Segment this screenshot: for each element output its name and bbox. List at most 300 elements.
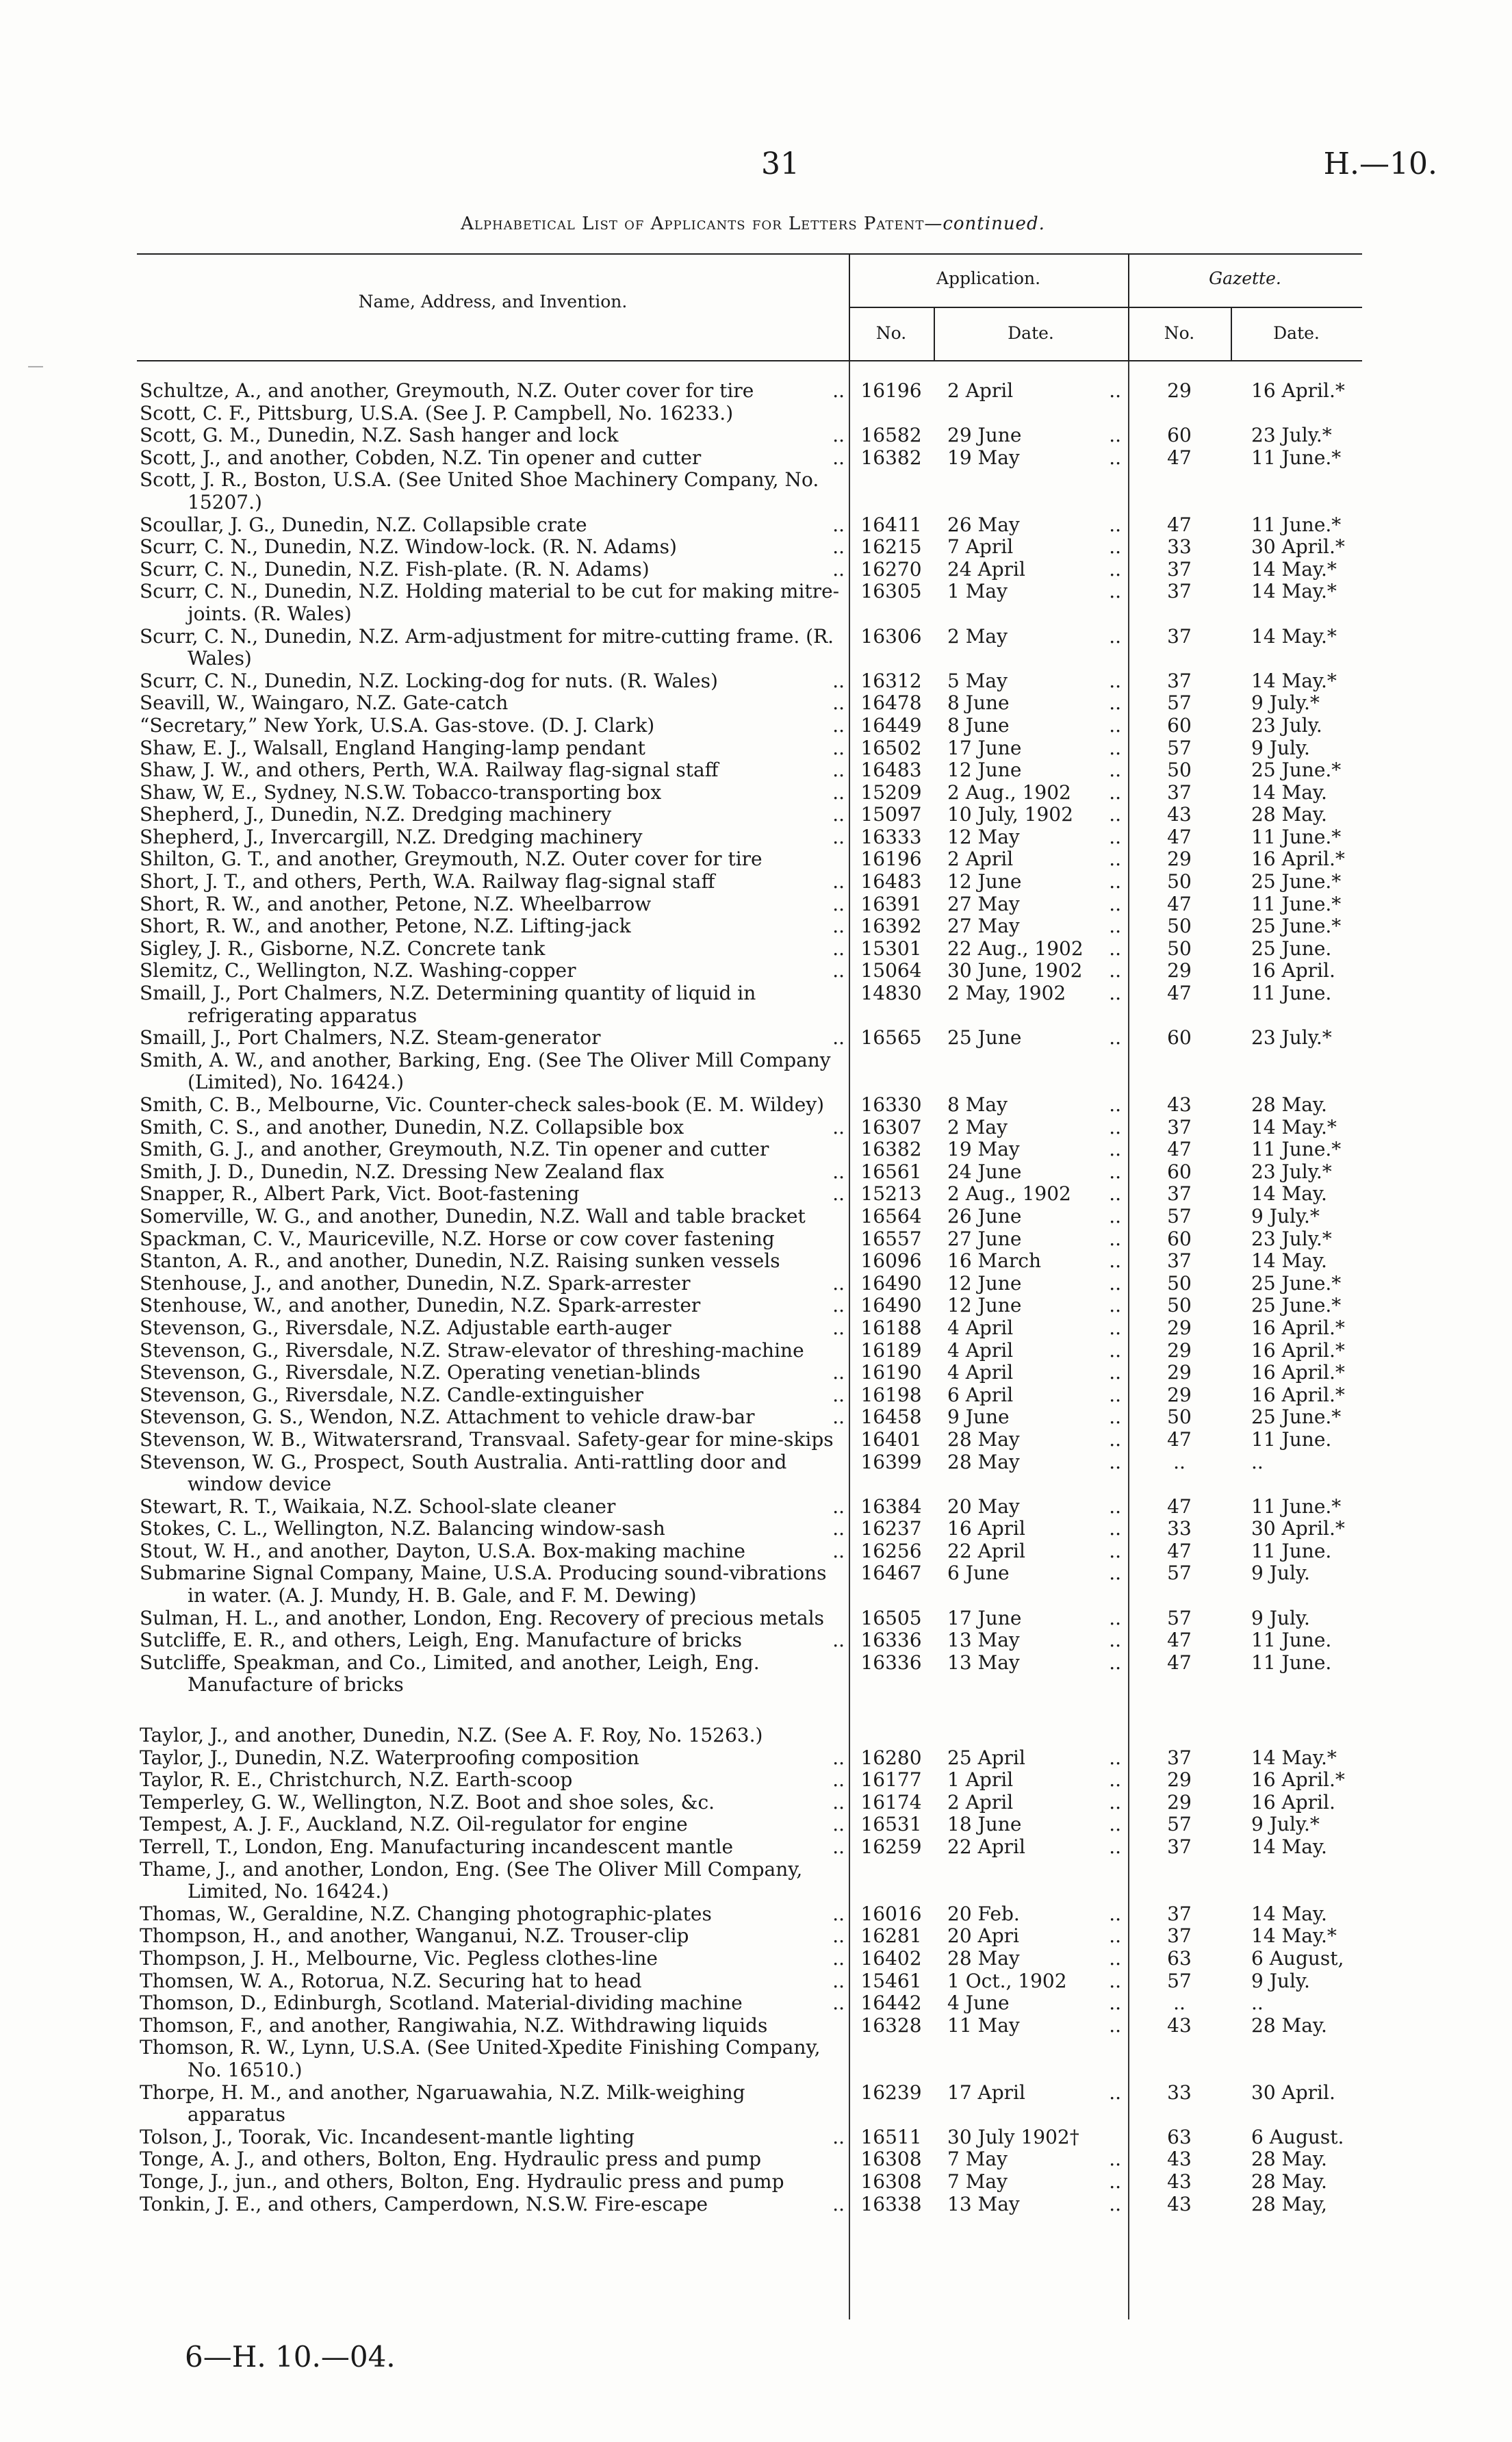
gazette-number: 57 [1167, 736, 1192, 759]
leader-dots: .. [1109, 1992, 1121, 2015]
application-date: 5 May [947, 669, 1008, 692]
applicant-text: Thomson, R. W., Lynn, U.S.A. (See United-Xpedite Finishing Company, No. 16510.) [140, 2037, 821, 2081]
leader-dots: .. [1109, 1562, 1121, 1585]
gazette-number: 43 [1167, 1093, 1192, 1116]
application-date: 17 April [947, 2081, 1025, 2104]
applicant-text: Scurr, C. N., Dunedin, N.Z. Locking-dog for nuts. (R. Wales) [140, 670, 718, 692]
leader-dots: .. [832, 1518, 845, 1540]
application-date-cell [934, 982, 1128, 1005]
applicant-cell [137, 737, 849, 760]
gazette-number: 29 [1167, 379, 1192, 402]
applicant-text: Stevenson, G. S., Wendon, N.Z. Attachment to vehicle draw-bar [140, 1406, 755, 1429]
gazette-number: 29 [1167, 1768, 1192, 1792]
applicant-cell [137, 1362, 849, 1384]
gazette-date: 9 July.* [1251, 1813, 1320, 1836]
applicant-cell [137, 1429, 849, 1451]
leader-dots: .. [832, 1183, 845, 1206]
leader-dots: .. [832, 1540, 845, 1562]
application-number: 16442 [860, 1992, 922, 2015]
col-gazette-header: Gazette. [1209, 268, 1281, 288]
application-date: 2 May [947, 1115, 1008, 1139]
gazette-date: 14 May.* [1251, 557, 1337, 581]
applicant-text: Scurr, C. N., Dunedin, N.Z. Holding material to be cut for making mitre-joints. (R. Wales) [140, 581, 840, 625]
application-date-cell [934, 1250, 1128, 1273]
col-name-header: Name, Address, and Invention. [358, 292, 628, 311]
leader-dots: .. [832, 692, 845, 715]
gazette-number: 47 [1167, 1495, 1192, 1518]
application-number: 16458 [860, 1406, 922, 1429]
application-date-cell [934, 1562, 1128, 1585]
gazette-number: 33 [1167, 2081, 1192, 2104]
leader-dots: .. [1109, 870, 1121, 893]
application-number: 16305 [860, 580, 922, 603]
applicant-cell [137, 1607, 849, 1630]
gazette-number: 63 [1167, 2125, 1192, 2148]
application-number: 16402 [860, 1946, 922, 1970]
header-bottom-rule [137, 360, 1362, 361]
application-date-cell [934, 514, 1128, 537]
application-date-cell [934, 1814, 1128, 1836]
gazette-number: 29 [1167, 1383, 1192, 1406]
application-date: 20 Apri [947, 1924, 1020, 1948]
applicant-cell [137, 2082, 849, 2126]
application-date-cell [934, 1925, 1128, 1948]
table-row [137, 2148, 1362, 2171]
gazette-number: 47 [1167, 1539, 1192, 1562]
application-number: 16307 [860, 1115, 922, 1139]
leader-dots: .. [832, 871, 845, 893]
application-number: 16511 [860, 2125, 922, 2148]
applicant-cell [137, 1117, 849, 1139]
application-number: 16196 [860, 848, 922, 871]
gazette-date: 14 May. [1251, 1182, 1327, 1206]
applicant-text: Scoullar, J. G., Dunedin, N.Z. Collapsible crate [140, 513, 587, 536]
leader-dots: .. [1109, 1026, 1121, 1050]
applicant-text: Thorpe, H. M., and another, Ngaruawahia, N.Z. Milk-weighing apparatus [140, 2081, 745, 2126]
gazette-date: 14 May.* [1251, 669, 1337, 692]
leader-dots: .. [1109, 513, 1121, 536]
leader-dots: .. [832, 893, 845, 915]
leader-dots: .. [832, 1160, 845, 1183]
gazette-date: 30 April.* [1251, 535, 1345, 559]
table-row [137, 1970, 1362, 1993]
gazette-number: 37 [1167, 1902, 1192, 1925]
leader-dots: .. [832, 446, 845, 469]
applicant-text: Shilton, G. T., and another, Greymouth, N.Z. Outer cover for tire [140, 848, 763, 871]
gazette-date: 14 May.* [1251, 1746, 1337, 1769]
gazette-date: 28 May. [1251, 2013, 1327, 2037]
gazette-number: 37 [1167, 1249, 1192, 1273]
leader-dots: .. [832, 1362, 845, 1384]
application-date: 24 April [947, 557, 1025, 581]
leader-dots: .. [1109, 1790, 1121, 1814]
gazette-date: 30 April. [1251, 2081, 1335, 2104]
table-row [137, 1228, 1362, 1251]
applicant-cell [137, 626, 849, 670]
gazette-number: 50 [1167, 1406, 1192, 1429]
leader-dots: .. [832, 781, 845, 804]
applicant-cell [137, 1496, 849, 1518]
application-date: 26 June [947, 1204, 1022, 1228]
col-app-no-header: No. [875, 323, 907, 343]
leader-dots: .. [1109, 1902, 1121, 1925]
margin-mark: — [27, 356, 44, 375]
leader-dots: .. [832, 759, 845, 782]
table-row [137, 2126, 1362, 2149]
applicant-cell [137, 982, 849, 1027]
leader-dots: .. [832, 915, 845, 938]
gazette-number: 47 [1167, 1651, 1192, 1674]
application-number: 16237 [860, 1517, 922, 1540]
application-date-cell [934, 1027, 1128, 1050]
applicant-text: Schultze, A., and another, Greymouth, N.Z. Outer cover for tire [140, 380, 754, 402]
applicant-text: Stanton, A. R., and another, Dunedin, N.Z. Raising sunken vessels [140, 1250, 780, 1273]
leader-dots: .. [1109, 2013, 1121, 2037]
leader-dots: .. [1109, 446, 1121, 469]
applicant-cell [137, 1183, 849, 1206]
gazette-date: 9 July.* [1251, 1204, 1320, 1228]
gazette-date: 9 July. [1251, 1562, 1310, 1585]
table-row [137, 715, 1362, 737]
applicant-cell [137, 692, 849, 715]
application-date-cell [934, 1161, 1128, 1184]
leader-dots: .. [832, 1992, 845, 2015]
gazette-date: 28 May. [1251, 803, 1327, 826]
table-row [137, 2082, 1362, 2126]
application-number: 16281 [860, 1924, 922, 1948]
leader-dots: .. [832, 826, 845, 848]
application-date-cell [934, 2171, 1128, 2193]
leader-dots: .. [1109, 1138, 1121, 1161]
leader-dots: .. [1109, 1746, 1121, 1769]
gazette-number: 29 [1167, 848, 1192, 871]
application-date: 26 May [947, 513, 1020, 536]
applicant-text: Shepherd, J., Invercargill, N.Z. Dredging machinery [140, 826, 643, 848]
applicant-text: Terrell, T., London, Eng. Manufacturing incandescent mantle [140, 1836, 734, 1858]
leader-dots: .. [832, 1272, 845, 1295]
applicant-text: Spackman, C. V., Mauriceville, N.Z. Horse or cow cover fastening [140, 1228, 775, 1250]
table-row [137, 1518, 1362, 1540]
gazette-date: 25 June.* [1251, 870, 1342, 893]
gazette-date: 23 July.* [1251, 1026, 1332, 1050]
application-date: 20 Feb. [947, 1902, 1020, 1925]
application-date: 7 May [947, 2170, 1008, 2193]
applicant-cell [137, 1562, 849, 1607]
application-date-cell [934, 938, 1128, 961]
application-date-cell [934, 1652, 1128, 1675]
leader-dots: .. [832, 1027, 845, 1050]
applicant-text: Thomson, D., Edinburgh, Scotland. Material-dividing machine [140, 1992, 743, 2015]
leader-dots: .. [832, 1406, 845, 1429]
application-date: 1 April [947, 1768, 1014, 1792]
application-date-cell [934, 380, 1128, 403]
applicant-text: Shaw, W, E., Sydney, N.S.W. Tobacco-transporting box [140, 781, 662, 804]
application-date-cell [934, 1139, 1128, 1161]
col-app-date-header: Date. [1008, 323, 1054, 343]
application-date-cell [934, 2148, 1128, 2171]
application-date-cell [934, 804, 1128, 826]
gazette-number: .. [1173, 1450, 1186, 1473]
gazette-number: 57 [1167, 1562, 1192, 1585]
application-date: 2 May, 1902 [947, 982, 1066, 1005]
application-date: 12 June [947, 870, 1022, 893]
gazette-date: 14 May.* [1251, 580, 1337, 603]
applicant-text: Temperley, G. W., Wellington, N.Z. Boot and shoe soles, &c. [140, 1791, 715, 1814]
application-number: 16336 [860, 1629, 922, 1652]
gazette-number: 43 [1167, 2192, 1192, 2215]
application-date-cell [934, 1183, 1128, 1206]
applicant-text: Stewart, R. T., Waikaia, N.Z. School-slate cleaner [140, 1495, 616, 1518]
applicant-cell [137, 1317, 849, 1340]
applicant-text: Tonkin, J. E., and others, Camperdown, N.S.W. Fire-escape [140, 2193, 708, 2215]
table-row [137, 1992, 1362, 2015]
table-row [137, 559, 1362, 581]
gazette-date: 23 July. [1251, 713, 1322, 737]
applicant-text: Somerville, W. G., and another, Dunedin, N.Z. Wall and table bracket [140, 1205, 806, 1228]
gazette-date: 16 April.* [1251, 848, 1345, 871]
gazette-date: 23 July.* [1251, 1160, 1332, 1183]
applicant-cell [137, 826, 849, 849]
application-number: 15301 [860, 937, 922, 960]
gazette-number: 43 [1167, 2148, 1192, 2171]
applicant-text: Thompson, H., and another, Wanganui, N.Z. Trouser-clip [140, 1925, 689, 1948]
applicant-text: Stenhouse, J., and another, Dunedin, N.Z. Spark-arrester [140, 1272, 691, 1295]
leader-dots: .. [1109, 691, 1121, 715]
application-date: 12 June [947, 1294, 1022, 1317]
leader-dots: .. [1109, 1427, 1121, 1451]
table-row [137, 759, 1362, 782]
applicant-cell [137, 1652, 849, 1696]
gazette-number: 47 [1167, 982, 1192, 1005]
gazette-number: 50 [1167, 937, 1192, 960]
table-row [137, 1139, 1362, 1161]
gazette-number: 37 [1167, 1182, 1192, 1206]
application-number: 16259 [860, 1835, 922, 1858]
application-date: 4 June [947, 1992, 1010, 2015]
gazette-date: 11 June.* [1251, 1138, 1342, 1161]
leader-dots: .. [832, 937, 845, 960]
application-number: 16557 [860, 1227, 922, 1250]
printer-signature: 6—H. 10.—04. [185, 2340, 396, 2374]
application-date: 7 April [947, 535, 1014, 559]
application-date-cell [934, 1406, 1128, 1429]
gazette-date: 16 April.* [1251, 1316, 1345, 1339]
gazette-number: 50 [1167, 759, 1192, 782]
application-date-cell [934, 1836, 1128, 1859]
leader-dots: .. [832, 714, 845, 737]
applicant-text: Shepherd, J., Dunedin, N.Z. Dredging machinery [140, 804, 612, 826]
gazette-date: 6 August. [1251, 2125, 1344, 2148]
page-title [205, 214, 1300, 234]
table-row [137, 1206, 1362, 1228]
gazette-number: 37 [1167, 1835, 1192, 1858]
application-date-cell [934, 1317, 1128, 1340]
applicant-text: Short, R. W., and another, Petone, N.Z. Wheelbarrow [140, 893, 652, 915]
applicant-text: Thomsen, W. A., Rotorua, N.Z. Securing hat to head [140, 1970, 642, 1992]
col-gz-date-header: Date. [1273, 323, 1320, 343]
gazette-number: 37 [1167, 557, 1192, 581]
leader-dots: .. [832, 1495, 845, 1518]
application-number: 16449 [860, 713, 922, 737]
applicant-cell [137, 1027, 849, 1050]
leader-dots: .. [832, 1629, 845, 1652]
gazette-number: 47 [1167, 1138, 1192, 1161]
applicant-text: “Secretary,” New York, U.S.A. Gas-stove. (D. J. Clark) [140, 714, 655, 737]
application-number: 16016 [860, 1902, 922, 1925]
applicant-text: Scott, G. M., Dunedin, N.Z. Sash hanger and lock [140, 424, 619, 447]
leader-dots: .. [1109, 1946, 1121, 1970]
gazette-number: 57 [1167, 691, 1192, 715]
application-date: 10 July, 1902 [947, 803, 1073, 826]
applicant-cell [137, 1250, 849, 1273]
application-date: 2 April [947, 1790, 1014, 1814]
gazette-number: 60 [1167, 1227, 1192, 1250]
application-date: 8 June [947, 691, 1010, 715]
applicant-cell [137, 1161, 849, 1184]
application-number: 16270 [860, 557, 922, 581]
leader-dots: .. [1109, 759, 1121, 782]
application-date-cell [934, 447, 1128, 470]
table-header [137, 253, 1362, 361]
gazette-date: 25 June.* [1251, 1294, 1342, 1317]
leader-dots: .. [1109, 1651, 1121, 1674]
application-number: 16564 [860, 1204, 922, 1228]
applicant-text: Sigley, J. R., Gisborne, N.Z. Concrete tank [140, 937, 546, 960]
application-date-cell [934, 1629, 1128, 1652]
leader-dots: .. [832, 1925, 845, 1948]
header-mid-rule [849, 307, 1362, 308]
gazette-number: 37 [1167, 1924, 1192, 1948]
application-date-cell [934, 1496, 1128, 1518]
application-date-cell [934, 1970, 1128, 1993]
application-number: 16411 [860, 513, 922, 536]
application-number: 16174 [860, 1790, 922, 1814]
table-row [137, 670, 1362, 693]
applicant-text: Scurr, C. N., Dunedin, N.Z. Fish-plate. (R. N. Adams) [140, 558, 650, 581]
gazette-date: 30 April.* [1251, 1517, 1345, 1540]
application-number: 16391 [860, 892, 922, 915]
applicant-text: Thomson, F., and another, Rangiwahia, N.Z. Withdrawing liquids [140, 2014, 768, 2037]
applicant-cell [137, 1725, 849, 1747]
applicant-text: Shaw, E. J., Walsall, England Hanging-lamp pendant [140, 737, 645, 759]
leader-dots: .. [1109, 892, 1121, 915]
application-number: 16312 [860, 669, 922, 692]
gazette-number: 33 [1167, 1517, 1192, 1540]
leader-dots: .. [832, 1116, 845, 1139]
leader-dots: .. [1109, 736, 1121, 759]
application-number: 16490 [860, 1271, 922, 1295]
application-date-cell [934, 715, 1128, 737]
application-number: 15097 [860, 803, 922, 826]
applicant-cell [137, 1859, 849, 1903]
leader-dots: .. [1109, 1249, 1121, 1273]
table-row [137, 1540, 1362, 1563]
applicant-text: Stevenson, G., Riversdale, N.Z. Candle-extinguisher [140, 1384, 643, 1406]
applicant-text: Seavill, W., Waingaro, N.Z. Gate-catch [140, 692, 509, 715]
table-row [137, 982, 1362, 1027]
application-number: 16096 [860, 1249, 922, 1273]
leader-dots: .. [832, 558, 845, 581]
application-number: 16565 [860, 1026, 922, 1050]
gazette-number: 47 [1167, 825, 1192, 848]
applicant-cell [137, 670, 849, 693]
applicant-cell [137, 715, 849, 737]
applicant-text: Stokes, C. L., Wellington, N.Z. Balancing window-sash [140, 1518, 665, 1540]
application-date-cell [934, 1792, 1128, 1814]
application-date: 2 May [947, 624, 1008, 648]
applicant-cell [137, 2171, 849, 2193]
table-row [137, 1340, 1362, 1362]
application-number: 16190 [860, 1361, 922, 1384]
table-row [137, 1161, 1362, 1184]
gazette-date: 16 April.* [1251, 1361, 1345, 1384]
gazette-number: 37 [1167, 669, 1192, 692]
table-row [137, 938, 1362, 961]
application-date: 29 June [947, 424, 1022, 447]
application-date: 22 Aug., 1902 [947, 937, 1084, 960]
table-row [137, 2193, 1362, 2216]
application-date: 1 Oct., 1902 [947, 1969, 1067, 1992]
application-number: 16308 [860, 2148, 922, 2171]
table-row [137, 1362, 1362, 1384]
application-date: 12 May [947, 825, 1020, 848]
application-date-cell [934, 536, 1128, 559]
table-row [137, 782, 1362, 804]
application-date-cell [934, 848, 1128, 871]
application-date: 12 June [947, 759, 1022, 782]
leader-dots: .. [832, 1836, 845, 1858]
application-date-cell [934, 692, 1128, 715]
applicant-cell [137, 1139, 849, 1161]
table-row [137, 1948, 1362, 1970]
gazette-date: 11 June. [1251, 1651, 1332, 1674]
gazette-number: 57 [1167, 1813, 1192, 1836]
leader-dots: .. [1109, 424, 1121, 447]
gazette-date: 11 June.* [1251, 1495, 1342, 1518]
table-row [137, 1094, 1362, 1117]
application-date-cell [934, 826, 1128, 849]
application-number: 16177 [860, 1768, 922, 1792]
application-date: 11 May [947, 2013, 1020, 2037]
application-date-cell [934, 2126, 1128, 2149]
applicant-text: Scurr, C. N., Dunedin, N.Z. Window-lock. (R. N. Adams) [140, 536, 677, 559]
application-date: 9 June [947, 1406, 1010, 1429]
application-number: 16392 [860, 915, 922, 938]
gazette-date: 16 April.* [1251, 1768, 1345, 1792]
gazette-date: 23 July.* [1251, 424, 1332, 447]
table-row [137, 2171, 1362, 2193]
applicant-cell [137, 1747, 849, 1770]
gazette-number: 60 [1167, 1026, 1192, 1050]
leader-dots: .. [1109, 535, 1121, 559]
gazette-date: 9 July.* [1251, 691, 1320, 715]
application-date-cell [934, 1340, 1128, 1362]
applicant-table [137, 380, 1362, 2215]
leader-dots: .. [1109, 2170, 1121, 2193]
application-date: 1 May [947, 580, 1008, 603]
leader-dots: .. [832, 2126, 845, 2148]
applicant-cell [137, 1295, 849, 1317]
leader-dots: .. [832, 1970, 845, 1992]
applicant-cell [137, 581, 849, 625]
application-number: 16328 [860, 2013, 922, 2037]
leader-dots: .. [1109, 379, 1121, 402]
gazette-number: 47 [1167, 892, 1192, 915]
applicant-cell [137, 1948, 849, 1970]
table-row [137, 1836, 1362, 1859]
leader-dots: .. [832, 1295, 845, 1317]
application-date: 22 April [947, 1835, 1025, 1858]
